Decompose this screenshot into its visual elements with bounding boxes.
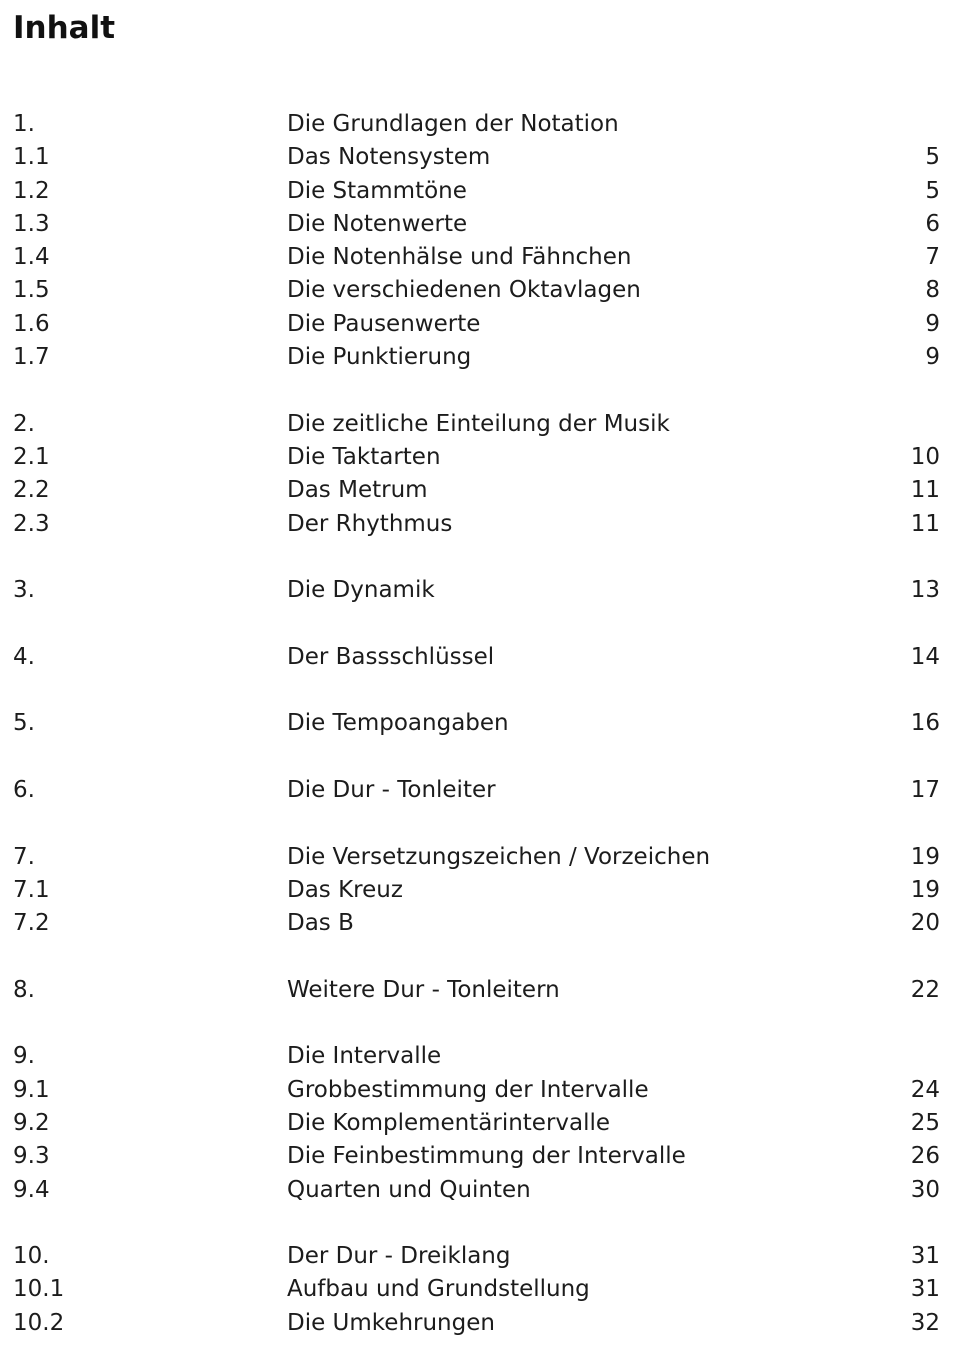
toc-entry-label: Die verschiedenen Oktavlagen bbox=[287, 277, 641, 304]
toc-entry-number: 1.5 bbox=[13, 277, 50, 304]
toc-entry-page: 31 bbox=[910, 1243, 940, 1270]
toc-section bbox=[0, 972, 960, 1005]
toc-entry[interactable] bbox=[0, 139, 960, 172]
toc-entry-page: 11 bbox=[910, 477, 940, 504]
toc-entry-label: Die Stammtöne bbox=[287, 177, 467, 204]
toc-entry-number: 5. bbox=[13, 710, 35, 737]
toc-entry[interactable] bbox=[0, 506, 960, 539]
toc-entry-number: 10. bbox=[13, 1243, 50, 1270]
toc-entry-page: 16 bbox=[910, 710, 940, 737]
toc-entry-number: 2.2 bbox=[13, 477, 50, 504]
toc-entry-number: 10.2 bbox=[13, 1309, 65, 1336]
toc-section bbox=[0, 639, 960, 672]
toc-entry-page: 13 bbox=[910, 577, 940, 604]
toc-entry-page: 26 bbox=[910, 1143, 940, 1170]
toc-entry-label: Die Feinbestimmung der Intervalle bbox=[287, 1143, 686, 1170]
toc-entry-page: 5 bbox=[925, 144, 940, 171]
toc-entry[interactable] bbox=[0, 705, 960, 738]
toc-entry-number: 6. bbox=[13, 776, 35, 803]
toc-entry-page: 8 bbox=[925, 277, 940, 304]
toc-entry-page: 10 bbox=[910, 443, 940, 470]
toc-entry[interactable] bbox=[0, 239, 960, 272]
toc-entry-label: Die Versetzungszeichen / Vorzeichen bbox=[287, 843, 711, 870]
toc-entry-label: Die Punktierung bbox=[287, 344, 472, 371]
toc-entry[interactable] bbox=[0, 1172, 960, 1205]
toc-entry-number: 3. bbox=[13, 577, 35, 604]
toc-entry[interactable] bbox=[0, 905, 960, 938]
toc-entry-page: 14 bbox=[910, 643, 940, 670]
toc-entry-page: 20 bbox=[910, 910, 940, 937]
toc-entry[interactable] bbox=[0, 839, 960, 872]
toc-entry-number: 2.1 bbox=[13, 443, 50, 470]
toc-entry[interactable] bbox=[0, 572, 960, 605]
toc-entry[interactable] bbox=[0, 1305, 960, 1338]
toc-entry-label: Der Bassschlüssel bbox=[287, 643, 495, 670]
toc-entry-label: Die Dur - Tonleiter bbox=[287, 776, 496, 803]
toc-entry-page: 31 bbox=[910, 1276, 940, 1303]
toc-entry-page: 19 bbox=[910, 876, 940, 903]
toc-entry[interactable] bbox=[0, 339, 960, 372]
toc-entry-label: Die Dynamik bbox=[287, 577, 435, 604]
toc-entry-label: Der Dur - Dreiklang bbox=[287, 1243, 511, 1270]
toc-entry-number: 9.4 bbox=[13, 1176, 50, 1203]
toc-entry-page: 32 bbox=[910, 1309, 940, 1336]
toc-entry[interactable] bbox=[0, 1138, 960, 1171]
toc-entry[interactable] bbox=[0, 1105, 960, 1138]
toc-entry[interactable] bbox=[0, 272, 960, 305]
toc-entry[interactable] bbox=[0, 306, 960, 339]
toc-entry-label: Das B bbox=[287, 910, 354, 937]
toc-entry[interactable] bbox=[0, 173, 960, 206]
toc-entry[interactable] bbox=[0, 206, 960, 239]
toc-entry-label: Die zeitliche Einteilung der Musik bbox=[287, 410, 670, 437]
toc-section bbox=[0, 839, 960, 939]
toc-entry[interactable] bbox=[0, 472, 960, 505]
toc-entry[interactable] bbox=[0, 1072, 960, 1105]
toc-entry-number: 1.4 bbox=[13, 244, 50, 271]
toc-section bbox=[0, 406, 960, 539]
toc-entry[interactable] bbox=[0, 639, 960, 672]
toc-entry-number: 1.6 bbox=[13, 310, 50, 337]
toc-entry-label: Die Pausenwerte bbox=[287, 310, 481, 337]
toc-entry-page: 9 bbox=[925, 344, 940, 371]
toc-entry-page: 24 bbox=[910, 1076, 940, 1103]
toc-entry-page: 25 bbox=[910, 1109, 940, 1136]
toc-section bbox=[0, 705, 960, 738]
toc-entry-page: 7 bbox=[925, 244, 940, 271]
toc-entry-page: 30 bbox=[910, 1176, 940, 1203]
toc-entry-number: 9. bbox=[13, 1043, 35, 1070]
toc-section bbox=[0, 1038, 960, 1204]
toc-entry-label: Die Notenhälse und Fähnchen bbox=[287, 244, 632, 271]
toc-entry-label: Die Tempoangaben bbox=[287, 710, 509, 737]
toc-entry[interactable] bbox=[0, 1271, 960, 1304]
toc-entry-number: 10.1 bbox=[13, 1276, 65, 1303]
toc-entry-number: 1.7 bbox=[13, 344, 50, 371]
toc-section bbox=[0, 106, 960, 372]
toc-entry[interactable] bbox=[0, 972, 960, 1005]
toc-entry-number: 1.1 bbox=[13, 144, 50, 171]
toc-entry-label: Aufbau und Grundstellung bbox=[287, 1276, 590, 1303]
toc-entry-number: 7.1 bbox=[13, 876, 50, 903]
toc-entry-number: 1. bbox=[13, 111, 35, 137]
toc-entry[interactable] bbox=[0, 1238, 960, 1271]
toc-entry-number: 9.3 bbox=[13, 1143, 50, 1170]
toc-entry-label: Quarten und Quinten bbox=[287, 1176, 531, 1203]
toc-entry-label: Die Grundlagen der Notation bbox=[287, 111, 619, 137]
toc-entry-label: Grobbestimmung der Intervalle bbox=[287, 1076, 649, 1103]
toc-entry-label: Die Taktarten bbox=[287, 443, 441, 470]
toc-entry-number: 9.1 bbox=[13, 1076, 50, 1103]
toc-entry[interactable] bbox=[0, 1038, 960, 1071]
toc-entry-page: 17 bbox=[910, 776, 940, 803]
toc-entry-page: 11 bbox=[910, 510, 940, 537]
toc-entry[interactable] bbox=[0, 772, 960, 805]
toc-entry-label: Weitere Dur - Tonleitern bbox=[287, 976, 560, 1003]
toc-entry-page: 22 bbox=[910, 976, 940, 1003]
toc-entry-page: 19 bbox=[910, 843, 940, 870]
table-of-contents bbox=[0, 106, 960, 1371]
toc-entry-page: 9 bbox=[925, 310, 940, 337]
toc-entry-label: Die Intervalle bbox=[287, 1043, 442, 1070]
toc-section bbox=[0, 572, 960, 605]
toc-entry-label: Die Umkehrungen bbox=[287, 1309, 495, 1336]
toc-entry-label: Die Komplementärintervalle bbox=[287, 1109, 611, 1136]
toc-entry-number: 4. bbox=[13, 643, 35, 670]
toc-section bbox=[0, 1238, 960, 1338]
toc-entry[interactable] bbox=[0, 106, 960, 139]
toc-entry-number: 8. bbox=[13, 976, 35, 1003]
toc-entry[interactable] bbox=[0, 439, 960, 472]
toc-section bbox=[0, 772, 960, 805]
toc-entry[interactable] bbox=[0, 406, 960, 439]
toc-entry-number: 1.2 bbox=[13, 177, 50, 204]
toc-entry-number: 7. bbox=[13, 843, 35, 870]
toc-entry-number: 9.2 bbox=[13, 1109, 50, 1136]
toc-entry-label: Das Notensystem bbox=[287, 144, 491, 171]
toc-entry-number: 1.3 bbox=[13, 210, 50, 237]
toc-entry-number: 7.2 bbox=[13, 910, 50, 937]
toc-entry-number: 2.3 bbox=[13, 510, 50, 537]
toc-entry-label: Der Rhythmus bbox=[287, 510, 453, 537]
page-title: Inhalt bbox=[13, 10, 116, 46]
toc-entry-label: Das Metrum bbox=[287, 477, 428, 504]
toc-entry-number: 2. bbox=[13, 410, 35, 437]
toc-entry-page: 6 bbox=[925, 210, 940, 237]
toc-entry-page: 5 bbox=[925, 177, 940, 204]
toc-entry[interactable] bbox=[0, 872, 960, 905]
toc-entry-label: Das Kreuz bbox=[287, 876, 403, 903]
toc-entry-label: Die Notenwerte bbox=[287, 210, 468, 237]
